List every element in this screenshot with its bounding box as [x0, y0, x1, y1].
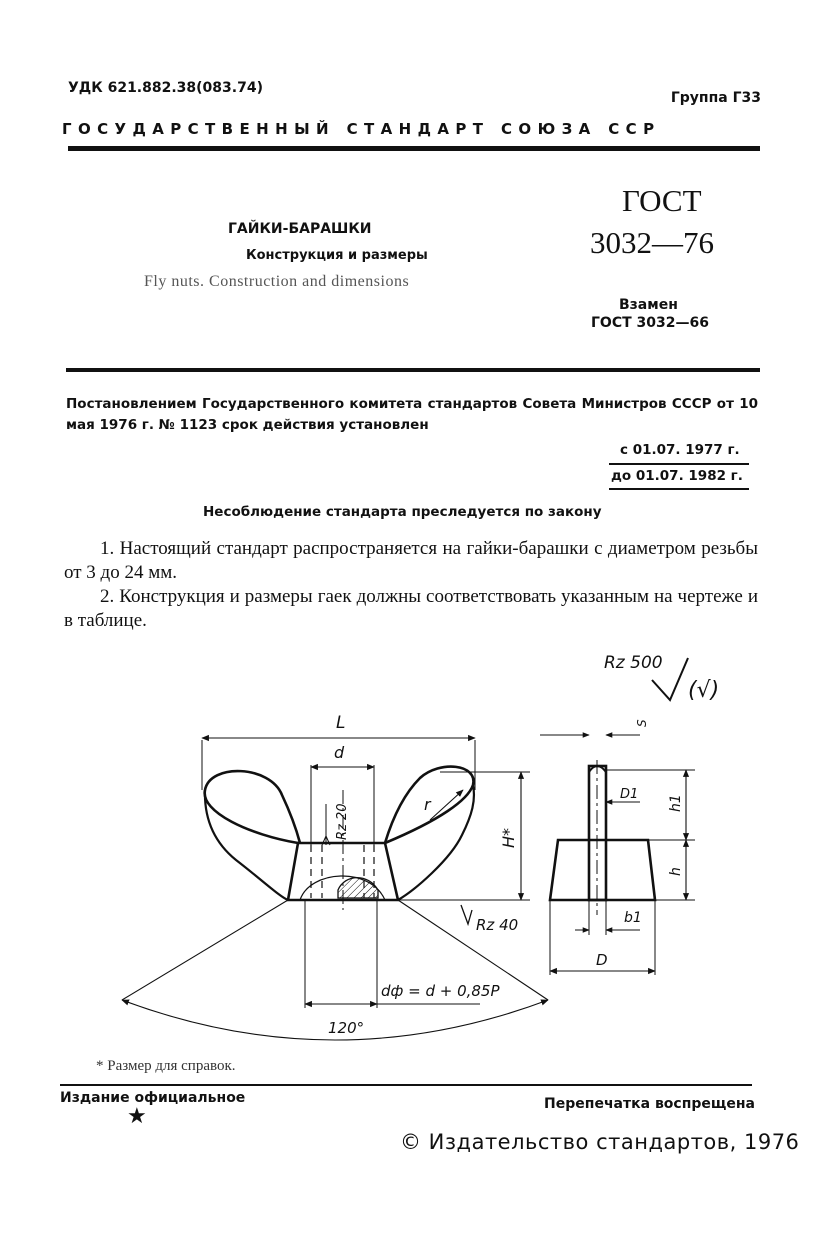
- state-standard-header: ГОСУДАРСТВЕННЫЙ СТАНДАРТ СОЮЗА ССР: [62, 120, 661, 138]
- udk-code: УДК 621.882.38(083.74): [68, 80, 263, 96]
- validity-rule: [609, 463, 749, 465]
- label-h: h: [668, 867, 684, 876]
- paragraph-2: 2. Конструкция и размеры гаек должны соответствовать указанным на чертеже и в таблице.: [64, 586, 758, 631]
- label-h1: h1: [668, 794, 684, 812]
- label-roughness-check: (√): [688, 678, 720, 703]
- label-L: L: [336, 713, 346, 733]
- label-dphi: dф = d + 0,85P: [381, 982, 500, 1000]
- label-angle: 120°: [328, 1019, 365, 1037]
- title-rule: [66, 368, 760, 372]
- paragraph-1: 1. Настоящий стандарт распространяется на гайки-барашки с диаметром резьбы от 3 до 24 мм.: [64, 538, 758, 583]
- valid-from: с 01.07. 1977 г.: [620, 442, 740, 458]
- replaces-label: Взамен: [619, 297, 678, 313]
- reprint-prohibited: Перепечатка воспрещена: [544, 1096, 755, 1112]
- label-S: S: [635, 719, 649, 727]
- star-icon: ★: [127, 1104, 147, 1129]
- edition-official: Издание официальное: [60, 1090, 246, 1106]
- header-rule: [68, 146, 760, 151]
- front-view: [205, 767, 474, 900]
- label-H: H*: [499, 827, 518, 848]
- dim-r: [430, 790, 463, 820]
- roughness-mark: [652, 658, 688, 700]
- gost-number: 3032—76: [590, 225, 714, 260]
- label-roughness-general: Rz 500: [604, 653, 663, 673]
- document-title: ГАЙКИ-БАРАШКИ: [228, 221, 372, 237]
- label-D1: D1: [620, 787, 639, 802]
- side-view: [550, 766, 655, 900]
- label-D: D: [596, 951, 608, 969]
- english-title: Fly nuts. Construction and dimensions: [144, 273, 410, 290]
- label-r: r: [424, 795, 431, 814]
- law-notice: Несоблюдение стандарта преследуется по закону: [203, 504, 602, 520]
- hatch-section: [338, 878, 378, 898]
- decree-text: Постановлением Государственного комитета стандартов Совета Министров СССР от 10 мая 1976 г. № 1123 срок действия установлен: [66, 396, 758, 433]
- footnote: * Размер для справок.: [96, 1058, 236, 1074]
- replaced-standard: ГОСТ 3032—66: [591, 315, 709, 331]
- footer-rule: [60, 1084, 752, 1086]
- publisher-copyright: © Издательство стандартов, 1976: [400, 1130, 800, 1154]
- valid-to: до 01.07. 1982 г.: [611, 468, 743, 484]
- gost-label: ГОСТ: [622, 183, 702, 218]
- label-rz40: Rz 40: [476, 916, 519, 934]
- angle-arc: [122, 1000, 548, 1040]
- validity-rule-bottom: [609, 488, 749, 490]
- label-b1: b1: [624, 910, 642, 926]
- group-code: Группа Г33: [670, 90, 761, 106]
- label-d: d: [334, 743, 345, 762]
- thread-lines: [311, 845, 374, 898]
- document-subtitle: Конструкция и размеры: [246, 248, 428, 263]
- label-rz20: Rz 20: [335, 803, 350, 840]
